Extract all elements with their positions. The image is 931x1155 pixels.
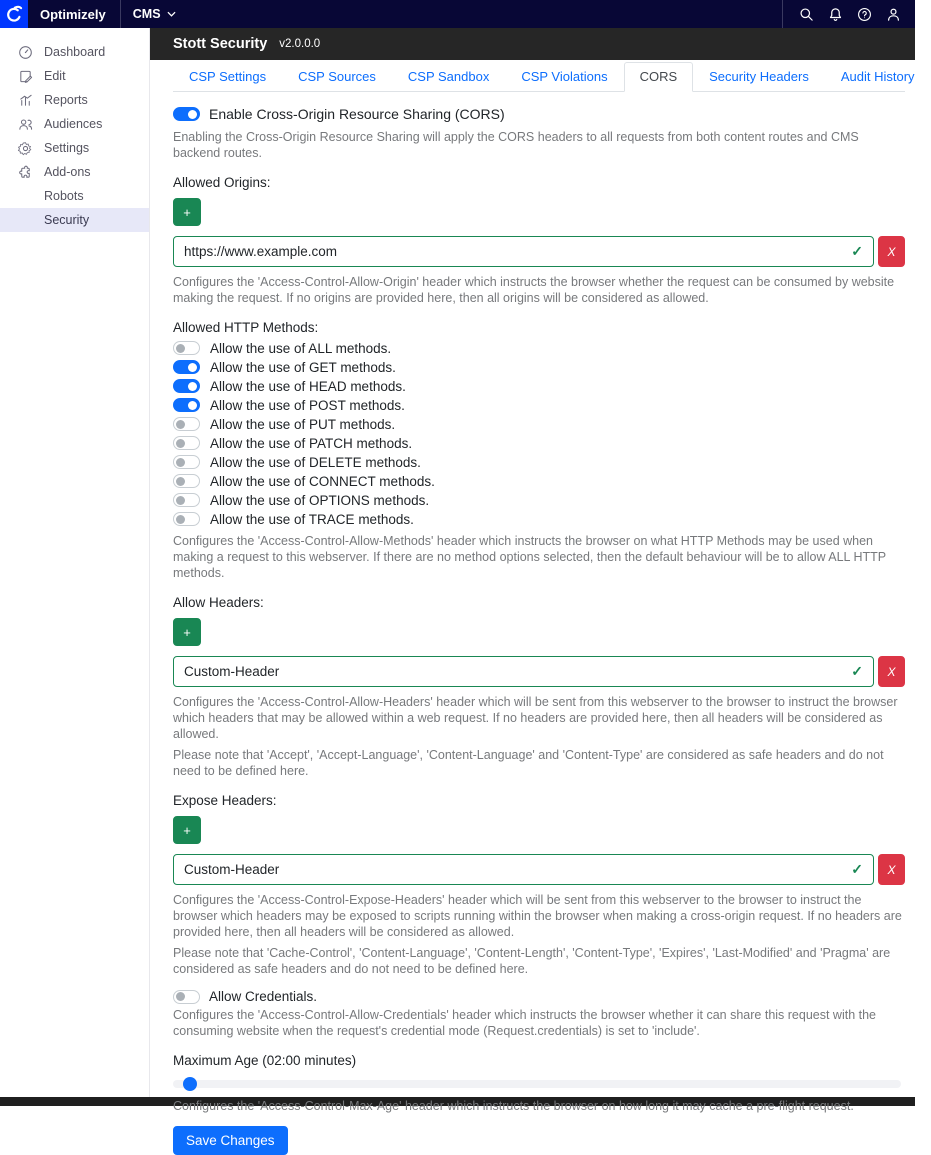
method-row: [173, 474, 905, 488]
method-row: [173, 341, 905, 355]
expose-header-input-group: [173, 854, 905, 885]
allow-header-input-group: [173, 656, 905, 687]
method-toggle[interactable]: [173, 398, 200, 412]
page-title: Stott Security: [173, 36, 268, 52]
allow-credentials-help: Configures the 'Access-Control-Allow-Credentials' header which instructs the browser whether it can share this request with the consuming website when the request's credential mode (Request.credentials) is set to 'include'.: [173, 1008, 877, 1038]
valid-check-icon: ✓: [851, 663, 863, 679]
audiences-icon: [18, 117, 33, 132]
topbar-actions: [782, 0, 915, 28]
method-row: [173, 417, 905, 431]
expose-header-input[interactable]: [173, 854, 874, 885]
sidebar: [0, 28, 150, 1097]
method-toggle[interactable]: [173, 493, 200, 507]
slider-thumb[interactable]: [183, 1077, 197, 1091]
http-methods-label: Allowed HTTP Methods:: [173, 320, 319, 335]
valid-check-icon: ✓: [851, 243, 863, 259]
method-toggle[interactable]: [173, 512, 200, 526]
sidebar-item-label: Settings: [44, 141, 90, 155]
tab-cors[interactable]: CORS: [624, 62, 694, 92]
http-methods-help: Configures the 'Access-Control-Allow-Methods' header which instructs the browser on what HTTP Methods may be used when making a request to this webserver. If there are no method options selected, then the default behaviour will be to allow ALL HTTP methods.: [173, 534, 886, 580]
user-icon[interactable]: [886, 7, 901, 22]
brand-name: Optimizely: [40, 6, 106, 22]
page-version: v2.0.0.0: [279, 38, 321, 50]
allow-header-input[interactable]: [173, 656, 874, 687]
sidebar-item-audiences[interactable]: [0, 112, 149, 136]
save-changes-button[interactable]: Save Changes: [173, 1126, 288, 1155]
allowed-origins-label: Allowed Origins:: [173, 175, 271, 190]
sidebar-item-settings[interactable]: [0, 136, 149, 160]
allow-credentials-toggle[interactable]: [173, 990, 200, 1004]
optimizely-logo-icon[interactable]: [0, 0, 28, 28]
method-toggle[interactable]: [173, 436, 200, 450]
max-age-help: Configures the 'Access-Control-Max-Age' header which instructs the browser on how long it may cache a pre-flight request.: [173, 1099, 854, 1113]
allow-credentials-label: Allow Credentials.: [209, 989, 318, 1004]
method-toggle[interactable]: [173, 360, 200, 374]
add-expose-header-button[interactable]: +: [173, 816, 201, 844]
sidebar-item-reports[interactable]: [0, 88, 149, 112]
sidebar-item-add-ons[interactable]: [0, 160, 149, 184]
expose-headers-note: Please note that 'Cache-Control', 'Content-Language', 'Content-Length', 'Content-Type', 'Expires', 'Last-Modified' and 'Pragma' are considered as safe headers and do not need to be defined here.: [173, 946, 891, 976]
enable-cors-toggle[interactable]: [173, 107, 200, 121]
search-icon[interactable]: [799, 7, 814, 22]
tab-csp-settings[interactable]: CSP Settings: [189, 69, 267, 84]
page-header: [150, 28, 915, 60]
add-origin-button[interactable]: +: [173, 198, 201, 226]
method-label: Allow the use of GET methods.: [210, 359, 396, 375]
method-row: [173, 512, 905, 526]
product-name: CMS: [132, 7, 161, 21]
origin-input-group: [173, 236, 905, 267]
method-row: [173, 493, 905, 507]
http-methods-list: [173, 341, 905, 526]
method-row: [173, 360, 905, 374]
method-label: Allow the use of HEAD methods.: [210, 378, 406, 394]
help-icon[interactable]: [857, 7, 872, 22]
sidebar-item-label: Add-ons: [44, 165, 91, 179]
method-toggle[interactable]: [173, 455, 200, 469]
tab-bar: [173, 62, 915, 92]
method-row: [173, 379, 905, 393]
max-age-slider[interactable]: [173, 1077, 901, 1091]
sidebar-item-label: Robots: [44, 189, 84, 203]
content-area: [150, 60, 915, 1155]
reports-icon: [18, 93, 33, 108]
method-label: Allow the use of PUT methods.: [210, 416, 396, 432]
method-toggle[interactable]: [173, 474, 200, 488]
settings-icon: [18, 141, 33, 156]
enable-cors-help: Enabling the Cross-Origin Resource Sharing will apply the CORS headers to all requests from both content routes and CMS backend routes.: [173, 130, 859, 160]
allow-headers-note: Please note that 'Accept', 'Accept-Language', 'Content-Language' and 'Content-Type' are considered as safe headers and do not need to be defined here.: [173, 748, 884, 778]
method-toggle[interactable]: [173, 341, 200, 355]
origin-input[interactable]: [173, 236, 874, 267]
sidebar-item-dashboard[interactable]: [0, 40, 149, 64]
sidebar-item-label: Dashboard: [44, 45, 106, 59]
top-bar: [0, 0, 915, 28]
sidebar-item-label: Reports: [44, 93, 88, 107]
tab-security-headers[interactable]: Security Headers: [709, 69, 809, 84]
expose-headers-help: Configures the 'Access-Control-Expose-Headers' header which will be sent from this webserver to the browser to instruct the browser which headers may be exposed to scripts running within the browser when making a cross-origin request. If no headers are provided here, then all headers will be considered as allowed.: [173, 893, 902, 939]
method-label: Allow the use of ALL methods.: [210, 340, 392, 356]
slider-track[interactable]: [173, 1080, 901, 1088]
max-age-label: Maximum Age (02:00 minutes): [173, 1053, 357, 1068]
allow-headers-help: Configures the 'Access-Control-Allow-Headers' header which will be sent from this webserver to the browser to instruct the browser which headers that may be allowed within a web request. If no headers are provided here, then all headers will be considered as allowed.: [173, 695, 898, 741]
method-row: [173, 455, 905, 469]
method-label: Allow the use of POST methods.: [210, 397, 405, 413]
tab-audit-history[interactable]: Audit History: [840, 69, 915, 84]
method-row: [173, 436, 905, 450]
method-label: Allow the use of OPTIONS methods.: [210, 492, 430, 508]
method-label: Allow the use of DELETE methods.: [210, 454, 421, 470]
method-label: Allow the use of PATCH methods.: [210, 435, 413, 451]
sidebar-item-label: Security: [44, 213, 90, 227]
remove-allow-header-button[interactable]: X: [878, 656, 905, 687]
allow-headers-label: Allow Headers:: [173, 595, 264, 610]
bell-icon[interactable]: [828, 7, 843, 22]
product-switcher[interactable]: [120, 0, 188, 28]
addons-icon: [18, 165, 33, 180]
method-toggle[interactable]: [173, 379, 200, 393]
sidebar-item-security[interactable]: [0, 208, 149, 232]
tab-csp-sandbox[interactable]: CSP Sandbox: [407, 69, 490, 84]
method-toggle[interactable]: [173, 417, 200, 431]
allowed-origins-help: Configures the 'Access-Control-Allow-Origin' header which instructs the browser whether the request can be consumed by website making the request. If no origins are provided here, then all origins will be considered as allowed.: [173, 275, 895, 305]
add-allow-header-button[interactable]: +: [173, 618, 201, 646]
sidebar-item-edit[interactable]: [0, 64, 149, 88]
method-row: [173, 398, 905, 412]
chevron-down-icon: [167, 11, 176, 17]
sidebar-item-robots[interactable]: [0, 184, 149, 208]
sidebar-item-label: Audiences: [44, 117, 103, 131]
remove-origin-button[interactable]: X: [878, 236, 905, 267]
edit-icon: [18, 69, 33, 84]
valid-check-icon: ✓: [851, 861, 863, 877]
remove-expose-header-button[interactable]: X: [878, 854, 905, 885]
dashboard-icon: [18, 45, 33, 60]
tab-csp-sources[interactable]: CSP Sources: [298, 69, 376, 84]
enable-cors-label: Enable Cross-Origin Resource Sharing (CORS): [209, 106, 505, 122]
tab-csp-violations[interactable]: CSP Violations: [521, 69, 608, 84]
method-label: Allow the use of CONNECT methods.: [210, 473, 435, 489]
sidebar-item-label: Edit: [44, 69, 66, 83]
expose-headers-label: Expose Headers:: [173, 793, 277, 808]
method-label: Allow the use of TRACE methods.: [210, 511, 414, 527]
